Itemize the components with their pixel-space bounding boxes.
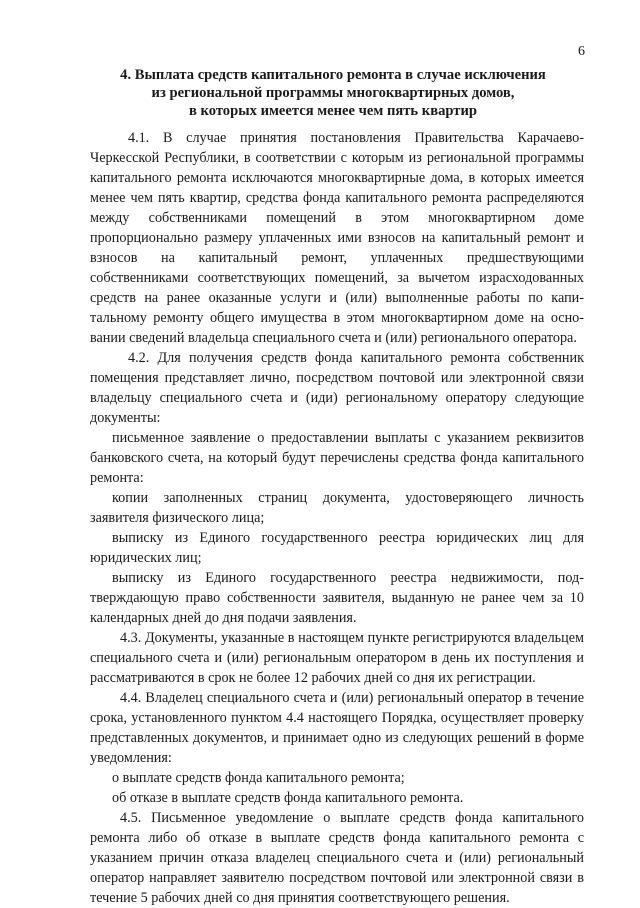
heading-line-1: 4. Выплата средств капитального ремонта в случае исключения [120, 67, 546, 83]
paragraph-4-2: 4.2. Для получения средств фонда капитального ремонта собственник помещения представляет лично, посредством почтовой или электронной связи владельцу специального счета и (иди) региональному оператору следующие документы: [90, 350, 584, 426]
section-heading [100, 66, 566, 120]
document-list-item: выписку из Единого государственного реестра юридических лиц для юридических лиц; [90, 530, 584, 566]
decision-option: об отказе в выплате средств фонда капитального ремонта. [112, 790, 464, 806]
paragraph-4-1: 4.1. В случае принятия постановления Правительства Карачаево-Черкесской Республики, в соответствии с которым из региональной программы капитального ремонта исключаются многоквартирные дома, в которых имеется менее чем пять квартир, средства фонда капитального ремонта распределяются между собственниками помещений в этом многоквартирном доме пропорционально размеру уплаченных ими взносов на капитальный ремонт и взносов на капитальный ремонт, уплаченных предшествующими собственниками соответствующих помещений, за вычетом израсходованных средств на ранее оказанные услуги и (или) выполненные работы по капитальному ремонту общего имущества в этом многоквартирном доме на основании сведений владельца специального счета и (или) регионального оператора. [90, 130, 584, 346]
decision-option: о выплате средств фонда капитального ремонта; [112, 770, 405, 786]
document-list-item: копии заполненных страниц документа, удостоверяющего личность заявителя физического лица; [90, 490, 584, 526]
page-number: 6 [578, 44, 585, 59]
paragraph-4-5: 4.5. Письменное уведомление о выплате средств фонда капитального ремонта либо об отказе в выплате средств фонда капитального ремонта с указанием причин отказа владелец специального счета и (или) региональный оператор направляет заявителю посредством почтовой или электронной связи в течение 5 рабочих дней со дня принятия соответствующего решения. [90, 810, 584, 906]
paragraph-4-3: 4.3. Документы, указанные в настоящем пункте регистрируются владельцем специального счета и (или) региональным оператором в день их поступления и рассматриваются в срок не более 12 рабочих дней со дня их регистрации. [90, 630, 584, 686]
heading-line-2: из региональной программы многоквартирных домов, [151, 85, 515, 101]
document-body [90, 128, 584, 908]
paragraph-4-4: 4.4. Владелец специального счета и (или) региональный оператор в течение срока, установленного пунктом 4.4 настоящего Порядка, осуществляет проверку представленных документов, и принимает одно из следующих решений в форме уведомления: [90, 690, 584, 766]
document-list-item: письменное заявление о предоставлении выплаты с указанием реквизитов банковского счета, на который будут перечислены средства фонда капитального ремонта: [90, 430, 584, 486]
heading-line-3: в которых имеется менее чем пять квартир [188, 103, 478, 119]
document-list-item: выписку из Единого государственного реестра недвижимости, подтверждающую право собственности заявителя, выданную не ранее чем за 10 календарных дней до дня подачи заявления. [90, 570, 584, 626]
